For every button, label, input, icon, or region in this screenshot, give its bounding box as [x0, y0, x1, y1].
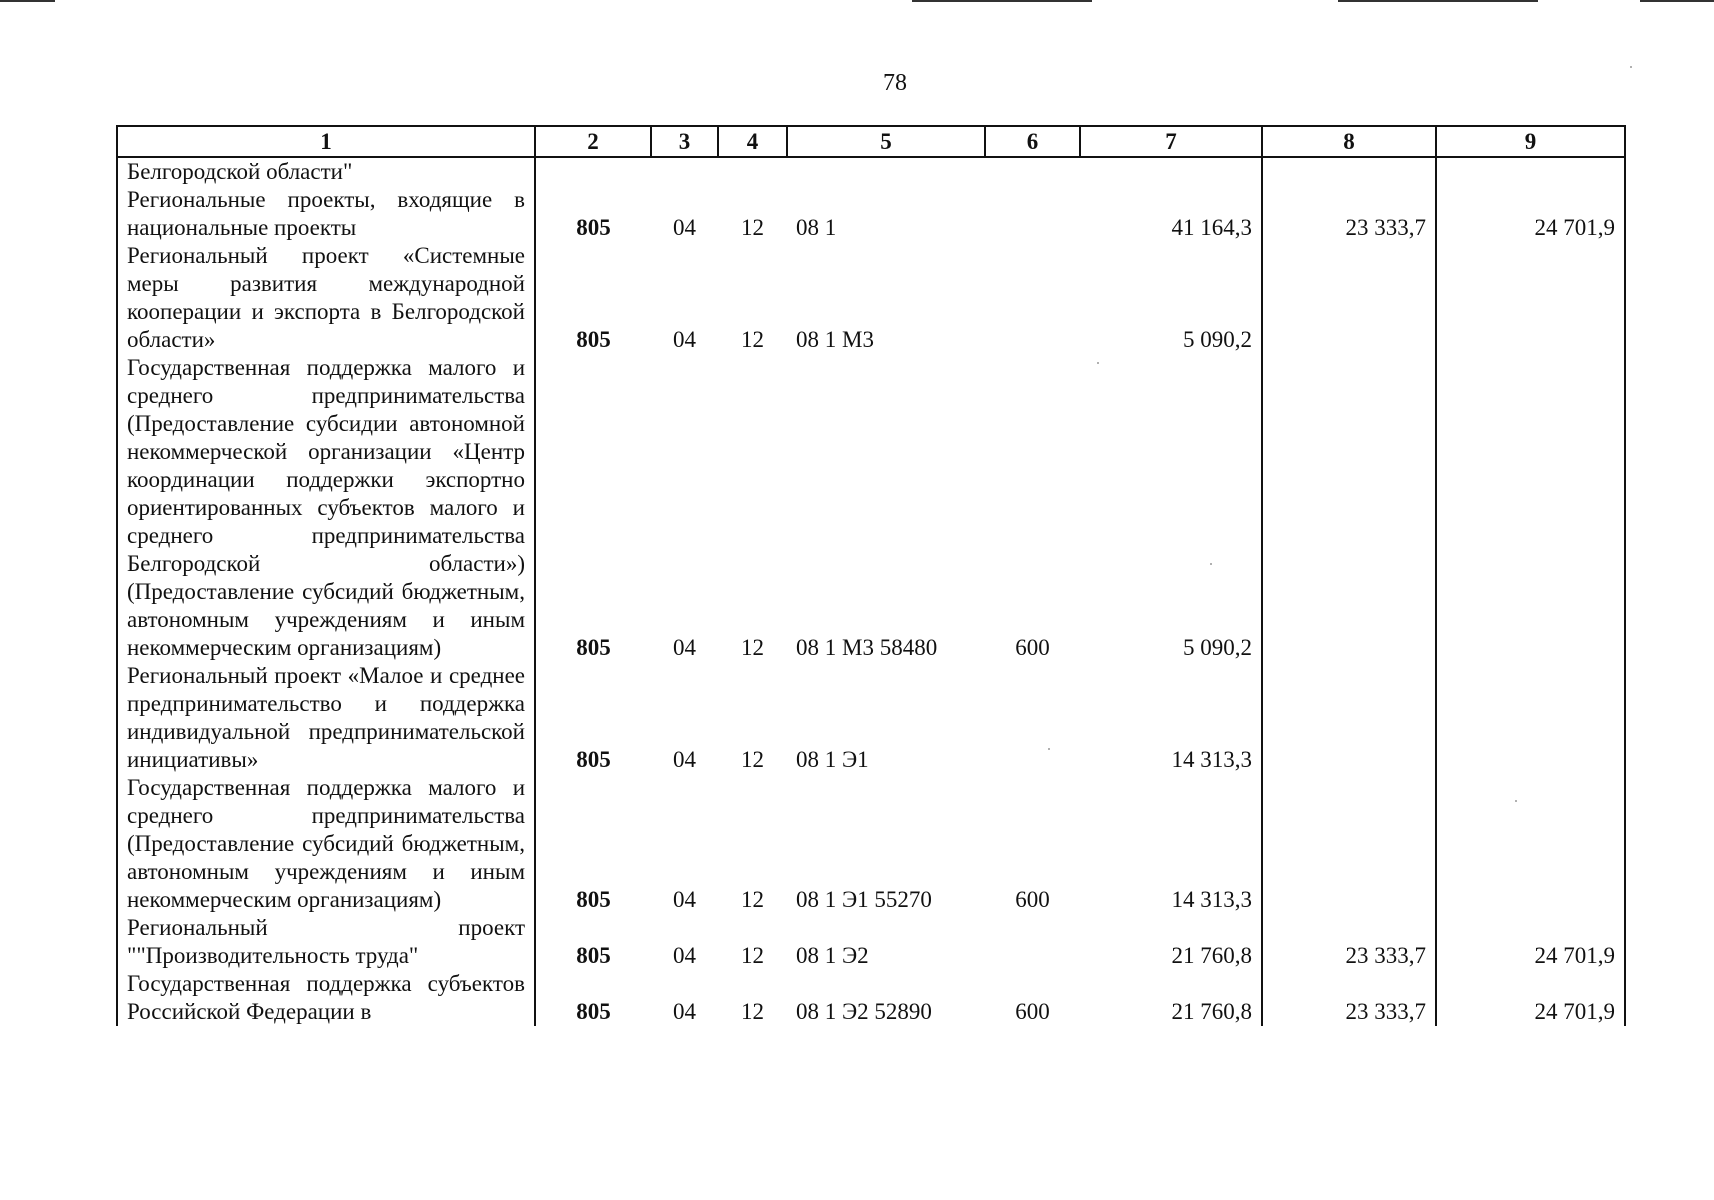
row-name-cell: Государственная поддержка малого и среднего предпринимательства (Предоставление субсидий бюджетным, автономным учреждениям и иным некоммерческим организациям) — [117, 774, 535, 914]
csr-cell: 08 1 Э1 55270 — [796, 887, 932, 912]
scan-speck — [1210, 563, 1212, 565]
csr-cell: 08 1 Э2 — [796, 943, 869, 968]
amount-year2-cell — [1262, 774, 1436, 914]
page-number: 78 — [883, 70, 907, 96]
scan-edge-line — [912, 0, 1092, 2]
amount-year1-cell: 5 090,2 — [1080, 242, 1262, 354]
gr-cell: 805 — [576, 635, 611, 660]
table-row — [117, 157, 1625, 186]
gr-cell: 805 — [576, 747, 611, 772]
amount-year3-cell — [1436, 774, 1625, 914]
amount-year1-cell: 41 164,3 — [1080, 186, 1262, 242]
amount-year3-cell: 24 701,9 — [1436, 186, 1625, 242]
row-name-cell: Государственная поддержка субъектов Российской Федерации в — [117, 970, 535, 1026]
rz-cell: 04 — [673, 943, 696, 968]
row-name-cell: Государственная поддержка малого и среднего предпринимательства (Предоставление субсидии автономной некоммерческой организации «Центр координации поддержки экспортно ориентированных субъектов малого и среднего предпринимательства Белгородской области») (Предоставление субсидий бюджетным, автономным учреждениям и иным некоммерческим организациям) — [117, 354, 535, 662]
table-row — [117, 354, 1625, 662]
budget-table — [116, 125, 1626, 1026]
vr-cell — [985, 242, 1080, 354]
pr-cell: 12 — [741, 635, 764, 660]
amount-year1-cell: 5 090,2 — [1080, 354, 1262, 662]
scan-edge-line — [1338, 0, 1538, 2]
csr-cell — [787, 157, 985, 186]
vr-cell — [985, 662, 1080, 774]
csr-cell: 08 1 Э2 52890 — [796, 999, 932, 1024]
pr-cell: 12 — [741, 887, 764, 912]
rz-cell: 04 — [673, 215, 696, 240]
amount-year1-cell: 21 760,8 — [1080, 914, 1262, 970]
column-header: 4 — [718, 126, 787, 157]
amount-year1-cell: 14 313,3 — [1080, 774, 1262, 914]
amount-year1-cell — [1080, 157, 1262, 186]
table-row — [117, 970, 1625, 1026]
table-body — [117, 157, 1625, 1026]
csr-cell: 08 1 М3 — [796, 327, 874, 352]
rz-cell — [651, 157, 718, 186]
scan-speck — [1097, 362, 1099, 364]
amount-year2-cell — [1262, 662, 1436, 774]
column-header: 9 — [1436, 126, 1625, 157]
gr-cell: 805 — [576, 999, 611, 1024]
scan-speck — [1630, 66, 1632, 68]
row-name-cell: Белгородской области" — [117, 157, 535, 186]
amount-year1-cell: 14 313,3 — [1080, 662, 1262, 774]
vr-cell — [985, 157, 1080, 186]
table-row — [117, 662, 1625, 774]
gr-cell: 805 — [576, 943, 611, 968]
table-row — [117, 914, 1625, 970]
row-name-cell: Региональный проект «Малое и среднее предпринимательство и поддержка индивидуальной предпринимательской инициативы» — [117, 662, 535, 774]
rz-cell: 04 — [673, 327, 696, 352]
pr-cell: 12 — [741, 327, 764, 352]
csr-cell: 08 1 — [796, 215, 837, 240]
table-header — [117, 126, 1625, 157]
gr-cell: 805 — [576, 215, 611, 240]
row-name-cell: Региональные проекты, входящие в национальные проекты — [117, 186, 535, 242]
pr-cell — [718, 157, 787, 186]
amount-year3-cell: 24 701,9 — [1436, 914, 1625, 970]
gr-cell: 805 — [576, 327, 611, 352]
column-header: 1 — [117, 126, 535, 157]
vr-cell — [985, 914, 1080, 970]
scan-edge-line — [0, 0, 55, 2]
rz-cell: 04 — [673, 999, 696, 1024]
amount-year1-cell: 21 760,8 — [1080, 970, 1262, 1026]
column-header: 2 — [535, 126, 651, 157]
amount-year2-cell: 23 333,7 — [1262, 186, 1436, 242]
header-row — [117, 126, 1625, 157]
column-header: 8 — [1262, 126, 1436, 157]
rz-cell: 04 — [673, 747, 696, 772]
scan-speck — [1048, 748, 1050, 750]
csr-cell: 08 1 М3 58480 — [796, 635, 938, 660]
amount-year3-cell — [1436, 157, 1625, 186]
scan-edge-line — [1640, 0, 1714, 2]
amount-year3-cell — [1436, 242, 1625, 354]
gr-cell: 805 — [576, 887, 611, 912]
vr-cell: 600 — [1015, 999, 1050, 1024]
csr-cell: 08 1 Э1 — [796, 747, 869, 772]
pr-cell: 12 — [741, 943, 764, 968]
table-row — [117, 242, 1625, 354]
row-name-cell: Региональный проект «Системные меры развития международной кооперации и экспорта в Белгородской области» — [117, 242, 535, 354]
amount-year2-cell: 23 333,7 — [1262, 970, 1436, 1026]
vr-cell: 600 — [1015, 887, 1050, 912]
amount-year3-cell — [1436, 662, 1625, 774]
amount-year3-cell — [1436, 354, 1625, 662]
amount-year2-cell — [1262, 157, 1436, 186]
amount-year3-cell: 24 701,9 — [1436, 970, 1625, 1026]
amount-year2-cell — [1262, 354, 1436, 662]
row-name-cell: Региональный проект ""Производительность труда" — [117, 914, 535, 970]
pr-cell: 12 — [741, 999, 764, 1024]
gr-cell — [535, 157, 651, 186]
table-row — [117, 186, 1625, 242]
amount-year2-cell: 23 333,7 — [1262, 914, 1436, 970]
vr-cell: 600 — [1015, 635, 1050, 660]
table-row — [117, 774, 1625, 914]
pr-cell: 12 — [741, 747, 764, 772]
scan-speck — [1515, 800, 1517, 802]
column-header: 3 — [651, 126, 718, 157]
rz-cell: 04 — [673, 635, 696, 660]
pr-cell: 12 — [741, 215, 764, 240]
column-header: 5 — [787, 126, 985, 157]
column-header: 6 — [985, 126, 1080, 157]
amount-year2-cell — [1262, 242, 1436, 354]
vr-cell — [985, 186, 1080, 242]
rz-cell: 04 — [673, 887, 696, 912]
column-header: 7 — [1080, 126, 1262, 157]
